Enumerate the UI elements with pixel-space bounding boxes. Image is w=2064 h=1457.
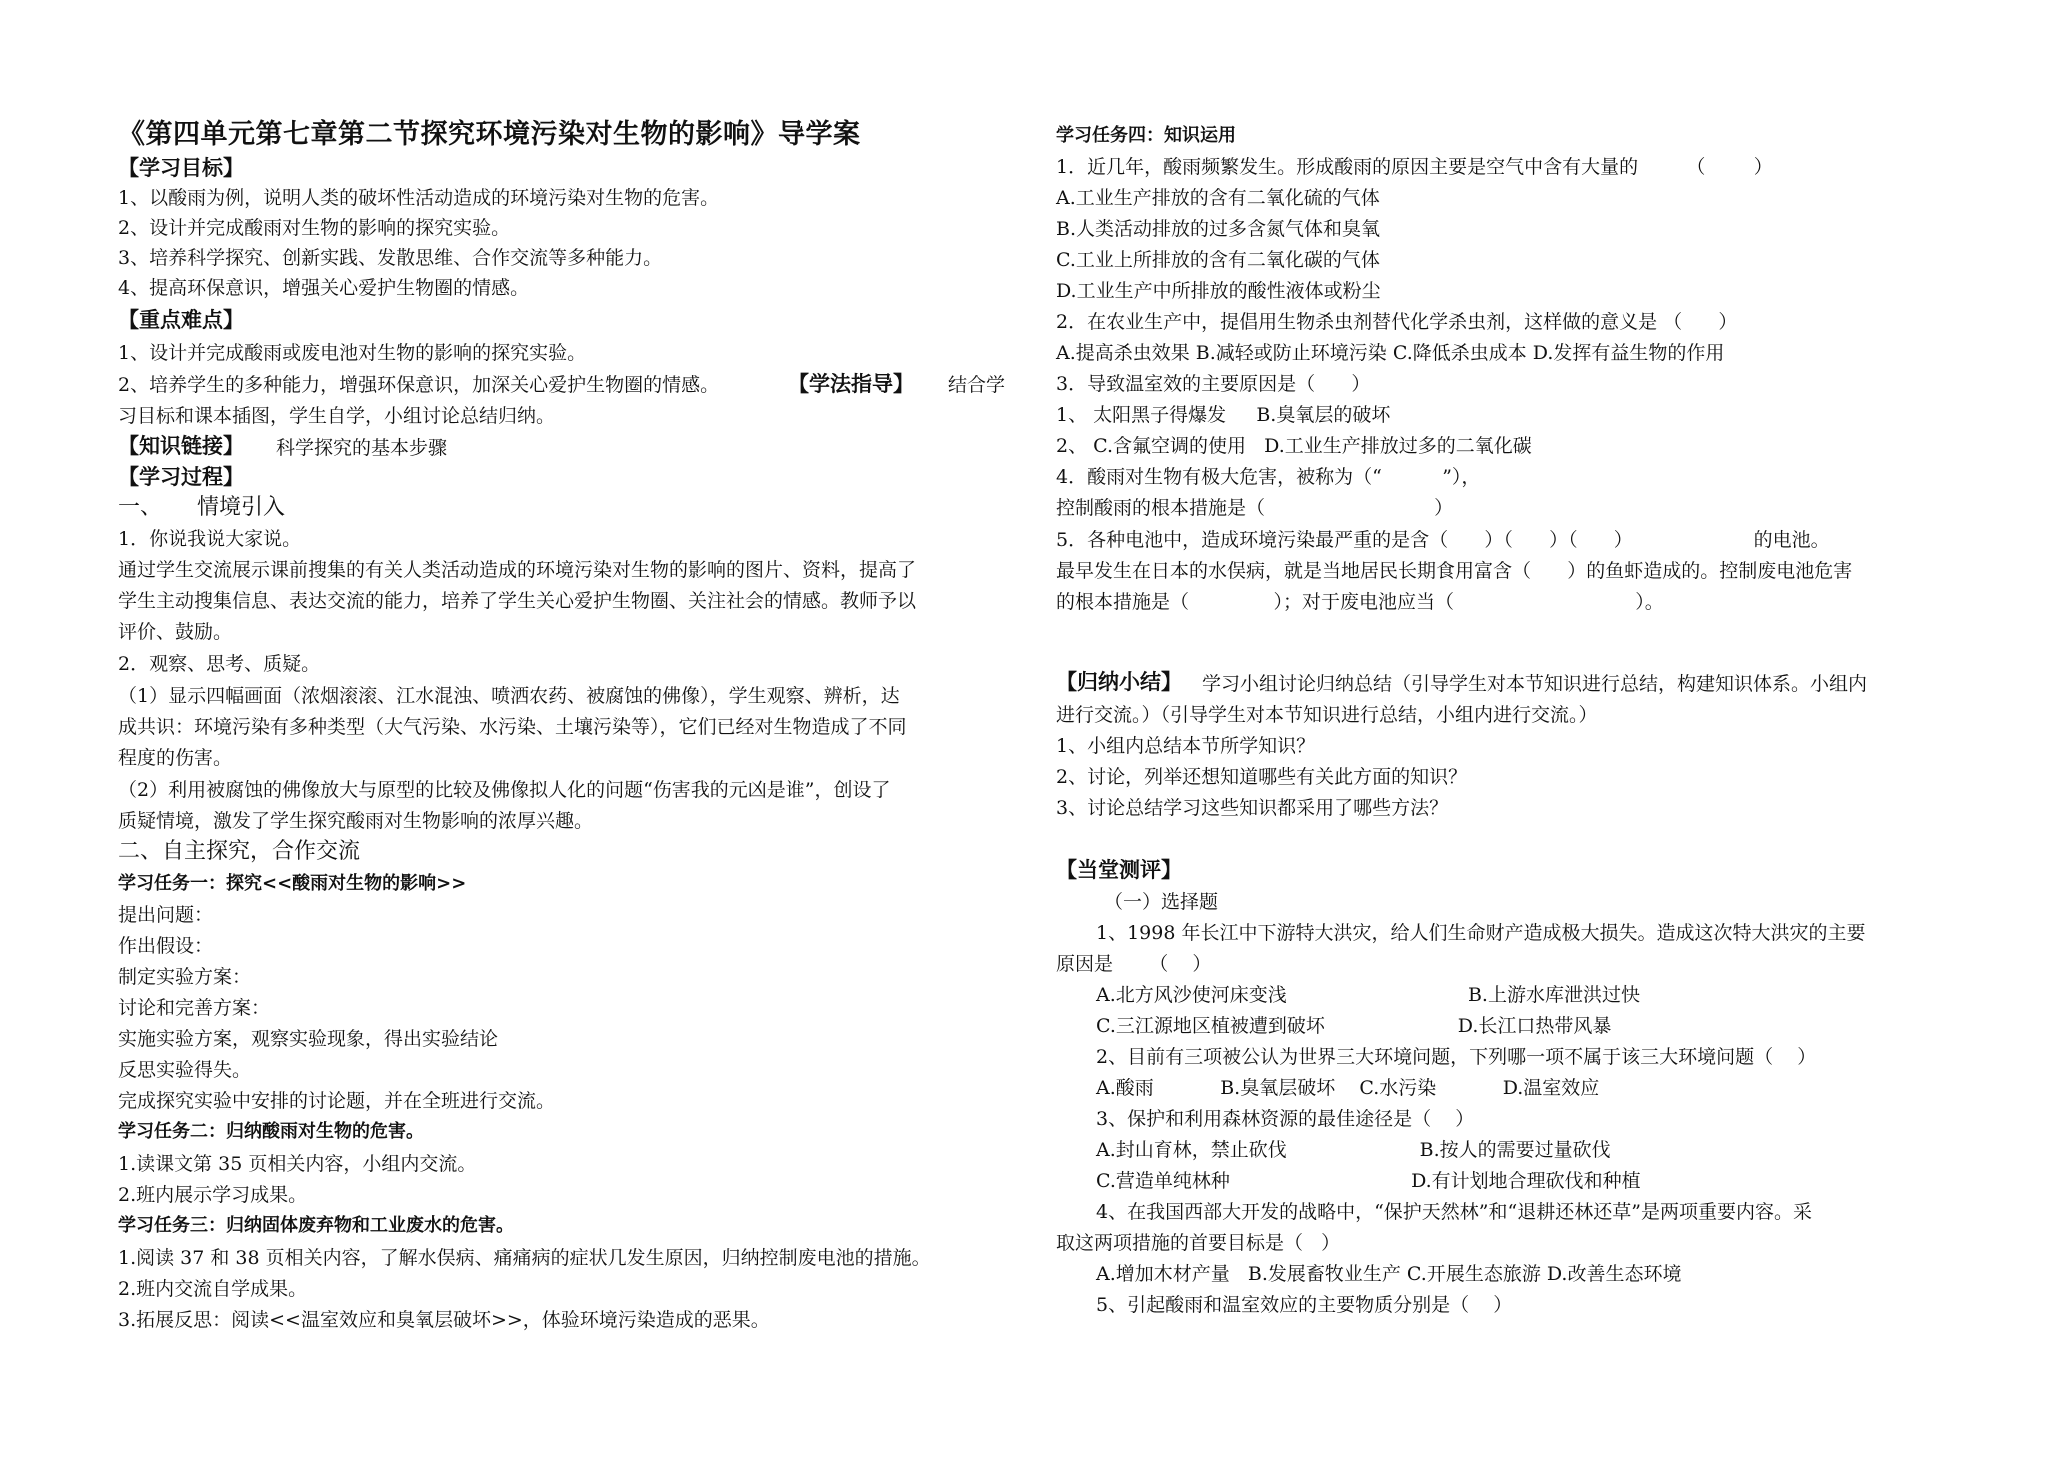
test-subheading: （一）选择题 (1104, 891, 1219, 913)
question-line: 最早发生在日本的水俣病，就是当地居民长期食用富含（ ）的鱼虾造成的。控制废电池危害 (1056, 560, 1853, 582)
question-line: 3．导致温室效的主要原因是（ ） (1056, 373, 1371, 395)
task-item: 2.班内展示学习成果。 (118, 1184, 308, 1206)
task-item: 讨论和完善方案： (118, 997, 271, 1019)
paragraph-line: 程度的伤害。 (118, 747, 233, 769)
task-heading: 学习任务一：探究<<酸雨对生物的影响>> (118, 873, 467, 894)
test-line: A.酸雨 B.臭氧层破坏 C.水污染 D.温室效应 (1096, 1077, 1600, 1099)
paragraph-line: 2．观察、思考、质疑。 (118, 653, 321, 675)
test-line: A.封山育林，禁止砍伐 B.按人的需要过量砍伐 (1096, 1139, 1611, 1161)
task-heading: 学习任务三：归纳固体废弃物和工业废水的危害。 (118, 1215, 514, 1236)
test-line: 1、1998 年长江中下游特大洪灾，给人们生命财产造成极大损失。造成这次特大洪灾的主要 (1096, 922, 1866, 944)
paragraph-line: （1）显示四幅画面（浓烟滚滚、江水混浊、喷洒农药、被腐蚀的佛像），学生观察、辨析，达 (118, 685, 900, 707)
method-text: 结合学 (948, 374, 1006, 396)
task-item: 反思实验得失。 (118, 1059, 252, 1081)
keypoints-heading: 【重点难点】 (118, 307, 244, 332)
question-line: C.工业上所排放的含有二氧化碳的气体 (1056, 249, 1380, 271)
question-line: D.工业生产中所排放的酸性液体或粉尘 (1056, 280, 1381, 302)
summary-line: 进行交流。）（引导学生对本节知识进行总结，小组内进行交流。） (1056, 704, 1598, 726)
link-heading: 【知识链接】 (118, 433, 244, 458)
summary-line: 1、小组内总结本节所学知识？ (1056, 735, 1316, 757)
section-heading: 一、 情境引入 (118, 495, 285, 520)
summary-line: 学习小组讨论归纳总结（引导学生对本节知识进行总结，构建知识体系。小组内 (1196, 673, 1868, 695)
task-item: 完成探究实验中安排的讨论题，并在全班进行交流。 (118, 1090, 556, 1112)
task-item: 提出问题： (118, 904, 214, 926)
summary-line: 3、讨论总结学习这些知识都采用了哪些方法？ (1056, 797, 1449, 819)
paragraph-line: 通过学生交流展示课前搜集的有关人类活动造成的环境污染对生物的影响的图片、资料，提高了 (118, 559, 917, 581)
summary-line: 2、讨论，列举还想知道哪些有关此方面的知识？ (1056, 766, 1468, 788)
task-heading: 学习任务四：知识运用 (1056, 125, 1236, 146)
goal-item: 3、培养科学探究、创新实践、发散思维、合作交流等多种能力。 (118, 247, 663, 269)
question-line: 2．在农业生产中，提倡用生物杀虫剂替代化学杀虫剂，这样做的意义是 （ ） (1056, 311, 1738, 333)
paragraph-line: 质疑情境，激发了学生探究酸雨对生物影响的浓厚兴趣。 (118, 810, 594, 832)
task-item: 实施实验方案，观察实验现象，得出实验结论 (118, 1028, 499, 1050)
task-item: 3.拓展反思：阅读<<温室效应和臭氧层破坏>>，体验环境污染造成的恶果。 (118, 1309, 770, 1331)
page-title: 《第四单元第七章第二节探究环境污染对生物的影响》导学案 (118, 119, 861, 150)
test-line: 2、目前有三项被公认为世界三大环境问题，下列哪一项不属于该三大环境问题（ ） (1096, 1046, 1817, 1068)
goals-heading: 【学习目标】 (118, 155, 244, 180)
question-line: 1、 太阳黑子得爆发 B.臭氧层的破坏 (1056, 404, 1391, 426)
summary-heading: 【归纳小结】 (1056, 669, 1182, 694)
paragraph-line: 学生主动搜集信息、表达交流的能力，培养了学生关心爱护生物圈、关注社会的情感。教师予以 (118, 590, 917, 612)
keypoint-item: 2、培养学生的多种能力，增强环保意识，加深关心爱护生物圈的情感。 (118, 374, 720, 396)
test-heading: 【当堂测评】 (1056, 857, 1182, 882)
task-item: 制定实验方案： (118, 966, 252, 988)
test-line: 取这两项措施的首要目标是（ ） (1056, 1232, 1341, 1254)
task-heading: 学习任务二：归纳酸雨对生物的危害。 (118, 1121, 424, 1142)
section-heading: 二、自主探究，合作交流 (118, 839, 361, 864)
paragraph-line: 1．你说我说大家说。 (118, 528, 302, 550)
goal-item: 4、提高环保意识，增强关心爱护生物圈的情感。 (118, 277, 530, 299)
paragraph-line: （2）利用被腐蚀的佛像放大与原型的比较及佛像拟人化的问题“伤害我的元凶是谁”，创设了 (118, 779, 891, 801)
test-line: 3、保护和利用森林资源的最佳途径是（ ） (1096, 1108, 1475, 1130)
process-heading: 【学习过程】 (118, 464, 244, 489)
question-line: 2、 C.含氟空调的使用 D.工业生产排放过多的二氧化碳 (1056, 435, 1532, 457)
paragraph-line: 成共识：环境污染有多种类型（大气污染、水污染、土壤污染等），它们已经对生物造成了不同 (118, 716, 907, 738)
question-line: B.人类活动排放的过多含氮气体和臭氧 (1056, 218, 1381, 240)
test-line: 原因是 （ ） (1056, 953, 1212, 975)
question-line: 4．酸雨对生物有极大危害，被称为（“ ”）， (1056, 466, 1481, 488)
method-heading: 【学法指导】 (788, 371, 914, 396)
link-text: 科学探究的基本步骤 (276, 437, 448, 459)
goal-item: 1、以酸雨为例，说明人类的破坏性活动造成的环境污染对生物的危害。 (118, 187, 720, 209)
test-line: C.三江源地区植被遭到破坏 D.长江口热带风暴 (1096, 1015, 1612, 1037)
question-line: A.工业生产排放的含有二氧化硫的气体 (1056, 187, 1380, 209)
goal-item: 2、设计并完成酸雨对生物的影响的探究实验。 (118, 217, 511, 239)
question-line: 控制酸雨的根本措施是（ ） (1056, 497, 1454, 519)
question-line: 5．各种电池中，造成环境污染最严重的是含（ ）（ ）（ ） 的电池。 (1056, 529, 1830, 551)
task-item: 作出假设： (118, 935, 214, 957)
test-line: 5、引起酸雨和温室效应的主要物质分别是（ ） (1096, 1294, 1513, 1316)
question-line: 1．近几年，酸雨频繁发生。形成酸雨的原因主要是空气中含有大量的 （ ） (1056, 156, 1773, 178)
test-line: A.增加木材产量 B.发展畜牧业生产 C.开展生态旅游 D.改善生态环境 (1096, 1263, 1682, 1285)
test-line: 4、在我国西部大开发的战略中，“保护天然林”和“退耕还林还草”是两项重要内容。采 (1096, 1201, 1812, 1223)
question-line: 的根本措施是（ ）；对于废电池应当（ ）。 (1056, 591, 1664, 613)
task-item: 1.读课文第 35 页相关内容，小组内交流。 (118, 1153, 477, 1175)
keypoint-item: 1、设计并完成酸雨或废电池对生物的影响的探究实验。 (118, 342, 587, 364)
keypoint-item: 习目标和课本插图，学生自学，小组讨论总结归纳。 (118, 405, 556, 427)
paragraph-line: 评价、鼓励。 (118, 621, 233, 643)
question-line: A.提高杀虫效果 B.减轻或防止环境污染 C.降低杀虫成本 D.发挥有益生物的作用 (1056, 342, 1725, 364)
task-item: 1.阅读 37 和 38 页相关内容，了解水俣病、痛痛病的症状几发生原因，归纳控制废电池的措施。 (118, 1247, 931, 1269)
test-line: A.北方风沙使河床变浅 B.上游水库泄洪过快 (1096, 984, 1640, 1006)
test-line: C.营造单纯林种 D.有计划地合理砍伐和种植 (1096, 1170, 1641, 1192)
task-item: 2.班内交流自学成果。 (118, 1278, 308, 1300)
